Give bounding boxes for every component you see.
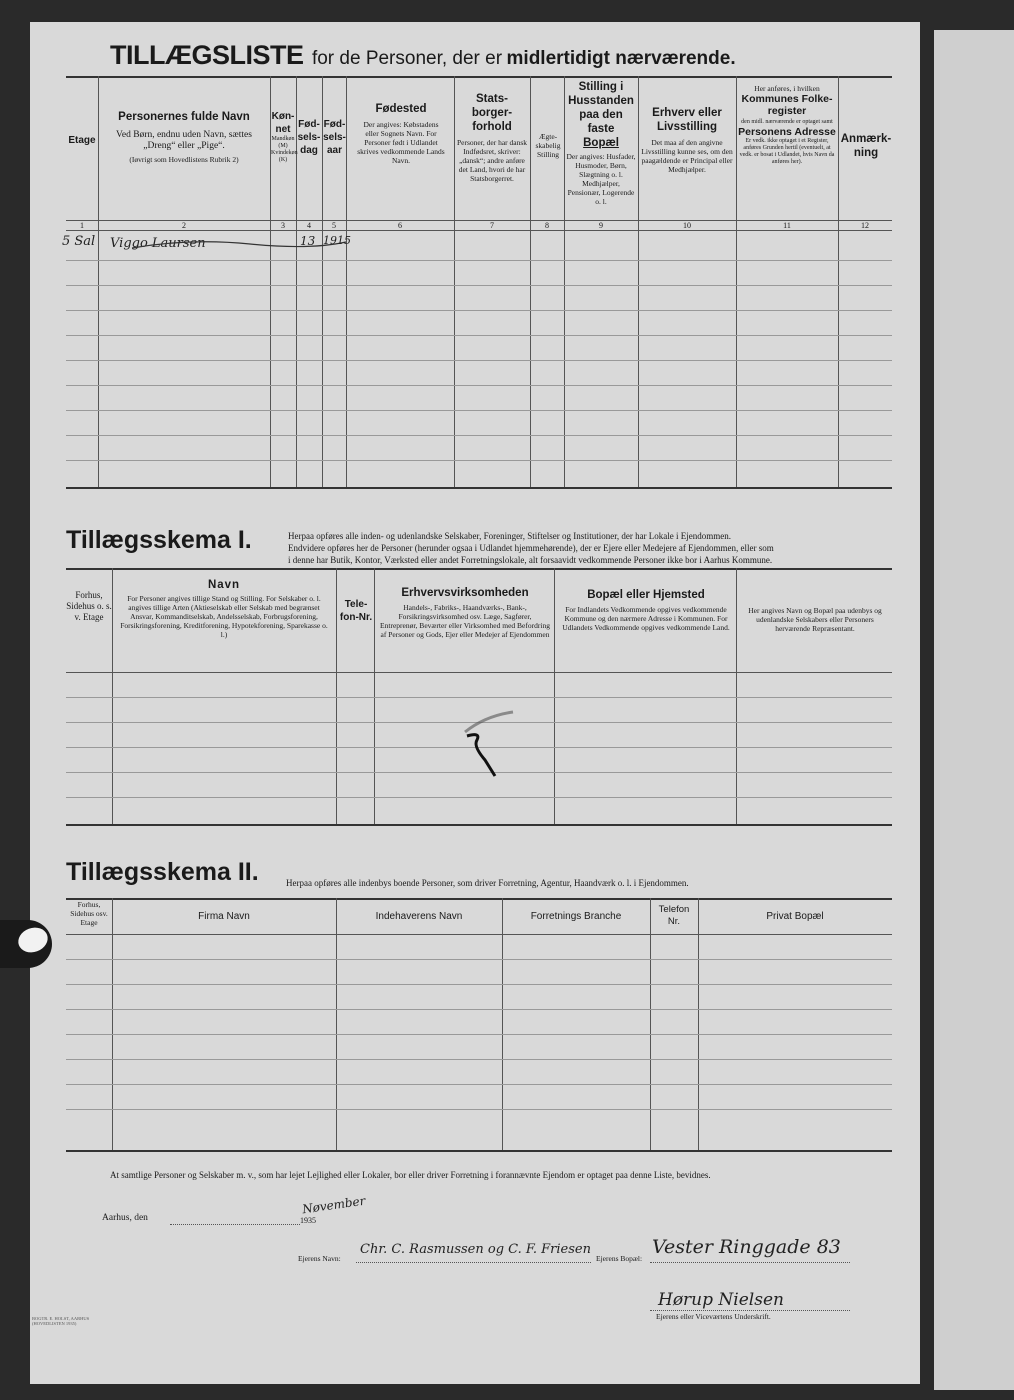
col-birthday-header: Fød-sels-dag xyxy=(297,119,321,156)
title-bold2: midlertidigt nærværende. xyxy=(506,48,736,69)
table-bottom-rule xyxy=(66,487,892,489)
skema2-top-rule xyxy=(66,898,892,900)
col-number: 10 xyxy=(683,221,691,230)
skema1-desc-line3: i denne har Butik, Kontor, Værksted eller andet Forretningslokale, alt forsaavidt vedkommende Personer ikke bor i Aarhus Kommune. xyxy=(288,555,773,565)
col-birthplace-sub: Der angives: Købstadens eller Sognets Navn. For Personer født i Udlandet skrives vedkommende Lands Navn. xyxy=(357,120,445,165)
col-register-top: Her anføres, i hvilken xyxy=(754,84,820,93)
entry-etage: 5 Sal xyxy=(62,234,96,249)
skema2-header-rule xyxy=(66,934,892,935)
skema1-col-phone: Tele-fon-Nr. xyxy=(339,599,373,623)
entry-birthyear: 1915 xyxy=(323,234,351,247)
skema1-col-name-title: Navn xyxy=(207,579,241,591)
row-line xyxy=(66,310,892,311)
col-birthyear-header: Fød-sels-aar xyxy=(323,119,346,156)
adjacent-page-edge xyxy=(934,30,1014,1390)
col-line xyxy=(554,568,555,824)
col-birthplace-title: Fødested xyxy=(375,103,427,115)
skema2-col-etage: Forhus, Sidehus osv. Etage xyxy=(70,900,108,927)
col-register-header xyxy=(738,84,836,166)
row-line xyxy=(66,460,892,461)
col-line xyxy=(698,898,699,1150)
row-line xyxy=(66,285,892,286)
skema2-col-residence: Privat Bopæl xyxy=(766,911,824,922)
skema1-col-business xyxy=(380,586,550,639)
row-line xyxy=(66,335,892,336)
col-line xyxy=(346,76,347,487)
skema1-col-name xyxy=(118,578,330,639)
col-line xyxy=(736,76,737,487)
signature-hand: Hørup Nielsen xyxy=(658,1290,784,1310)
owner-name-label: Ejerens Navn: xyxy=(298,1254,341,1263)
col-number: 6 xyxy=(398,221,402,230)
row-line xyxy=(66,984,892,985)
row-line xyxy=(66,1084,892,1085)
col-line xyxy=(336,568,337,824)
skema2-title: Tillægsskema II. xyxy=(66,858,259,886)
col-number: 5 xyxy=(332,221,336,230)
col-number: 4 xyxy=(307,221,311,230)
col-register-title2: Personens Adresse xyxy=(738,126,836,138)
col-gender-sub: Mandkøn (M) Kvindekøn (K) xyxy=(271,136,298,163)
col-name-sub: Ved Børn, endnu uden Navn, sættes „Dreng“ eller „Pige“. xyxy=(116,130,252,151)
skema1-top-rule xyxy=(66,568,892,570)
owner-address-label: Ejerens Bopæl: xyxy=(596,1254,643,1263)
clip-highlight xyxy=(15,924,51,957)
address-dotted-line xyxy=(650,1262,850,1263)
footer-year: 1935 xyxy=(300,1216,316,1225)
skema1-col-business-sub: Handels-, Fabriks-, Haandværks-, Bank-, Forsikringsvirksomhed osv. Læge, Sagfører, Entreprenør, Beværter eller Virksomhed med Befordring af Personer og Gods, Ejer eller Medejer af Ejendommen xyxy=(380,603,550,639)
col-occupation-header xyxy=(640,106,734,174)
col-line xyxy=(98,76,99,487)
signature-dotted-line xyxy=(650,1310,850,1311)
skema2-col-firm: Firma Navn xyxy=(198,911,250,922)
main-title xyxy=(110,40,910,71)
col-number: 9 xyxy=(599,221,603,230)
col-number: 3 xyxy=(281,221,285,230)
skema1-col-name-sub: For Personer angives tillige Stand og Stilling. For Selskaber o. l. angives tillige Arten (Aktieselskab eller Selskab med begrænset Ansvar, Kommanditselskab, Andelsselskab, Forbrugsforening, Forsikringsforening, Kreditforening, Hypotekforening, Sparekasse o. l.) xyxy=(120,594,328,639)
col-birthplace-header xyxy=(356,102,446,165)
col-line xyxy=(112,898,113,1150)
skema1-title: Tillægsskema I. xyxy=(66,526,252,554)
printer-imprint: BOGTR. E. HOLST, AARHUS (HOVEDLISTEN 1935) xyxy=(32,1316,90,1326)
skema2-col-branch: Forretnings Branche xyxy=(530,911,622,922)
col-gender-title: Køn-net xyxy=(271,111,295,135)
strike-through-line xyxy=(130,230,350,254)
col-occupation-title: Erhverv eller Livsstilling xyxy=(652,107,722,133)
col-household-header xyxy=(566,80,636,206)
col-etage-header: Etage xyxy=(68,135,96,146)
footer-statement: At samtlige Personer og Selskaber m. v., som har lejet Lejlighed eller Lokaler, bor eller driver Forretning i forannævnte Ejendom er optaget paa denne Liste, bevidnes. xyxy=(110,1170,711,1180)
row-line xyxy=(66,1009,892,1010)
row-line xyxy=(66,410,892,411)
col-remarks-header: Anmærk-ning xyxy=(840,133,892,159)
skema2-col-phone: Telefon Nr. xyxy=(658,904,690,927)
entry-birthday: 13 xyxy=(300,234,316,248)
skema1-desc-line1: Herpaa opføres alle inden- og udenlandske Selskaber, Foreninger, Stiftelser og Institutioner, der har Lokale i Ejendommen. xyxy=(288,531,732,541)
col-marital-header: Ægte-skabelig Stilling xyxy=(535,132,561,159)
col-line xyxy=(564,76,565,487)
row-line xyxy=(66,360,892,361)
footer-date-hand: Nøvember xyxy=(301,1193,367,1217)
skema1-col-residence-title: Bopæl eller Hjemsted xyxy=(587,589,705,601)
col-name-header xyxy=(100,110,268,164)
col-number: 8 xyxy=(545,221,549,230)
col-name-note: (Iøvrigt som Hovedlistens Rubrik 2) xyxy=(129,155,239,164)
row-line xyxy=(66,385,892,386)
col-number: 12 xyxy=(861,221,869,230)
owner-name-hand: Chr. C. Rasmussen og C. F. Friesen xyxy=(360,1242,591,1257)
col-number: 1 xyxy=(80,221,84,230)
row-line xyxy=(66,435,892,436)
row-line xyxy=(66,260,892,261)
owner-dotted-line xyxy=(356,1262,591,1263)
col-line xyxy=(736,568,737,824)
census-form-page xyxy=(30,22,920,1384)
skema1-desc-line2: Endvidere opføres her de Personer (herunder ogsaa i Udlandet hjemmehørende), der er Ejere eller Medejere af Ejendommen, eller som xyxy=(288,543,774,553)
col-household-title: Stilling i Husstanden paa den faste xyxy=(568,81,634,135)
scanner-clip xyxy=(0,920,52,968)
col-citizenship-header xyxy=(456,92,528,183)
row-line xyxy=(66,697,892,698)
skema1-col-etage: Forhus, Sidehus o. s. v. Etage xyxy=(66,590,112,622)
col-number: 7 xyxy=(490,221,494,230)
col-line xyxy=(336,898,337,1150)
col-citizenship-title: Stats-borger-forhold xyxy=(471,93,513,133)
col-line xyxy=(838,76,839,487)
col-citizenship-sub: Personer, der har dansk Indfødsret, skriver: „dansk“; andre anføre det Land, hvori de har Statsborgerret. xyxy=(456,138,528,183)
col-household-sub: Der angives: Husfader, Husmoder, Børn, Slægtning o. l. Medhjælper, Pensionær, Logerende o. l. xyxy=(566,152,636,206)
skema1-bottom-rule xyxy=(66,824,892,826)
col-line xyxy=(650,898,651,1150)
skema1-col-residence xyxy=(560,588,732,632)
signature-label: Ejerens eller Viceværtens Underskrift. xyxy=(656,1312,771,1321)
col-register-title: Kommunes Folke-register xyxy=(741,93,833,117)
col-number: 2 xyxy=(182,221,186,230)
skema2-description: Herpaa opføres alle indenbys boende Personer, som driver Forretning, Agentur, Haandværk o. l. i Ejendommen. xyxy=(286,878,689,888)
col-number: 11 xyxy=(783,221,791,230)
col-occupation-sub: Det maa af den angivne Livsstilling kunne ses, om den paagældende er Principal eller Medhjælper. xyxy=(641,138,733,174)
footer-city-date: Aarhus, den xyxy=(102,1213,148,1223)
table-top-rule xyxy=(66,76,892,78)
row-line xyxy=(66,1034,892,1035)
col-line xyxy=(454,76,455,487)
row-line xyxy=(66,1109,892,1110)
skema1-description xyxy=(288,530,898,566)
skema2-col-owner: Indehaverens Navn xyxy=(375,911,463,922)
col-register-sub: Er vedk. ikke optaget i et Register, anføres Grunden hertil (eventuelt, at vedk. er bosat i Udlandet, hvis Navn da anføres her). xyxy=(739,138,835,165)
col-line xyxy=(638,76,639,487)
col-household-title2: Bopæl xyxy=(583,137,619,149)
skema2-bottom-rule xyxy=(66,1150,892,1152)
col-line xyxy=(502,898,503,1150)
title-text: for de Personer, der er xyxy=(311,48,503,69)
col-name-title: Personernes fulde Navn xyxy=(118,111,250,123)
skema1-header-rule xyxy=(66,672,892,673)
col-gender-header xyxy=(271,110,298,164)
row-line xyxy=(66,797,892,798)
col-register-mid: den midl. nærværende er optaget samt xyxy=(741,119,833,125)
row-line xyxy=(66,1059,892,1060)
col-line xyxy=(374,568,375,824)
date-dotted-line xyxy=(170,1224,300,1225)
skema1-col-business-title: Erhvervsvirksomheden xyxy=(401,587,529,599)
col-line xyxy=(112,568,113,824)
row-line xyxy=(66,959,892,960)
owner-address-hand: Vester Ringgade 83 xyxy=(652,1236,841,1258)
col-line xyxy=(530,76,531,487)
ink-mark xyxy=(455,702,525,782)
title-bold: TILLÆGSLISTE xyxy=(110,40,304,70)
skema1-col-representative: Her angives Navn og Bopæl paa udenbys og udenlandske Selskabers eller Personers herværende Repræsentant. xyxy=(748,606,882,633)
skema1-col-residence-sub: For Indlandets Vedkommende opgives vedkommende Kommune og den nærmere Adresse i Kommunen. For Udlandets Vedkommende opgives vedkommende Land. xyxy=(562,605,730,632)
entry-name: Viggo Laursen xyxy=(110,236,206,251)
